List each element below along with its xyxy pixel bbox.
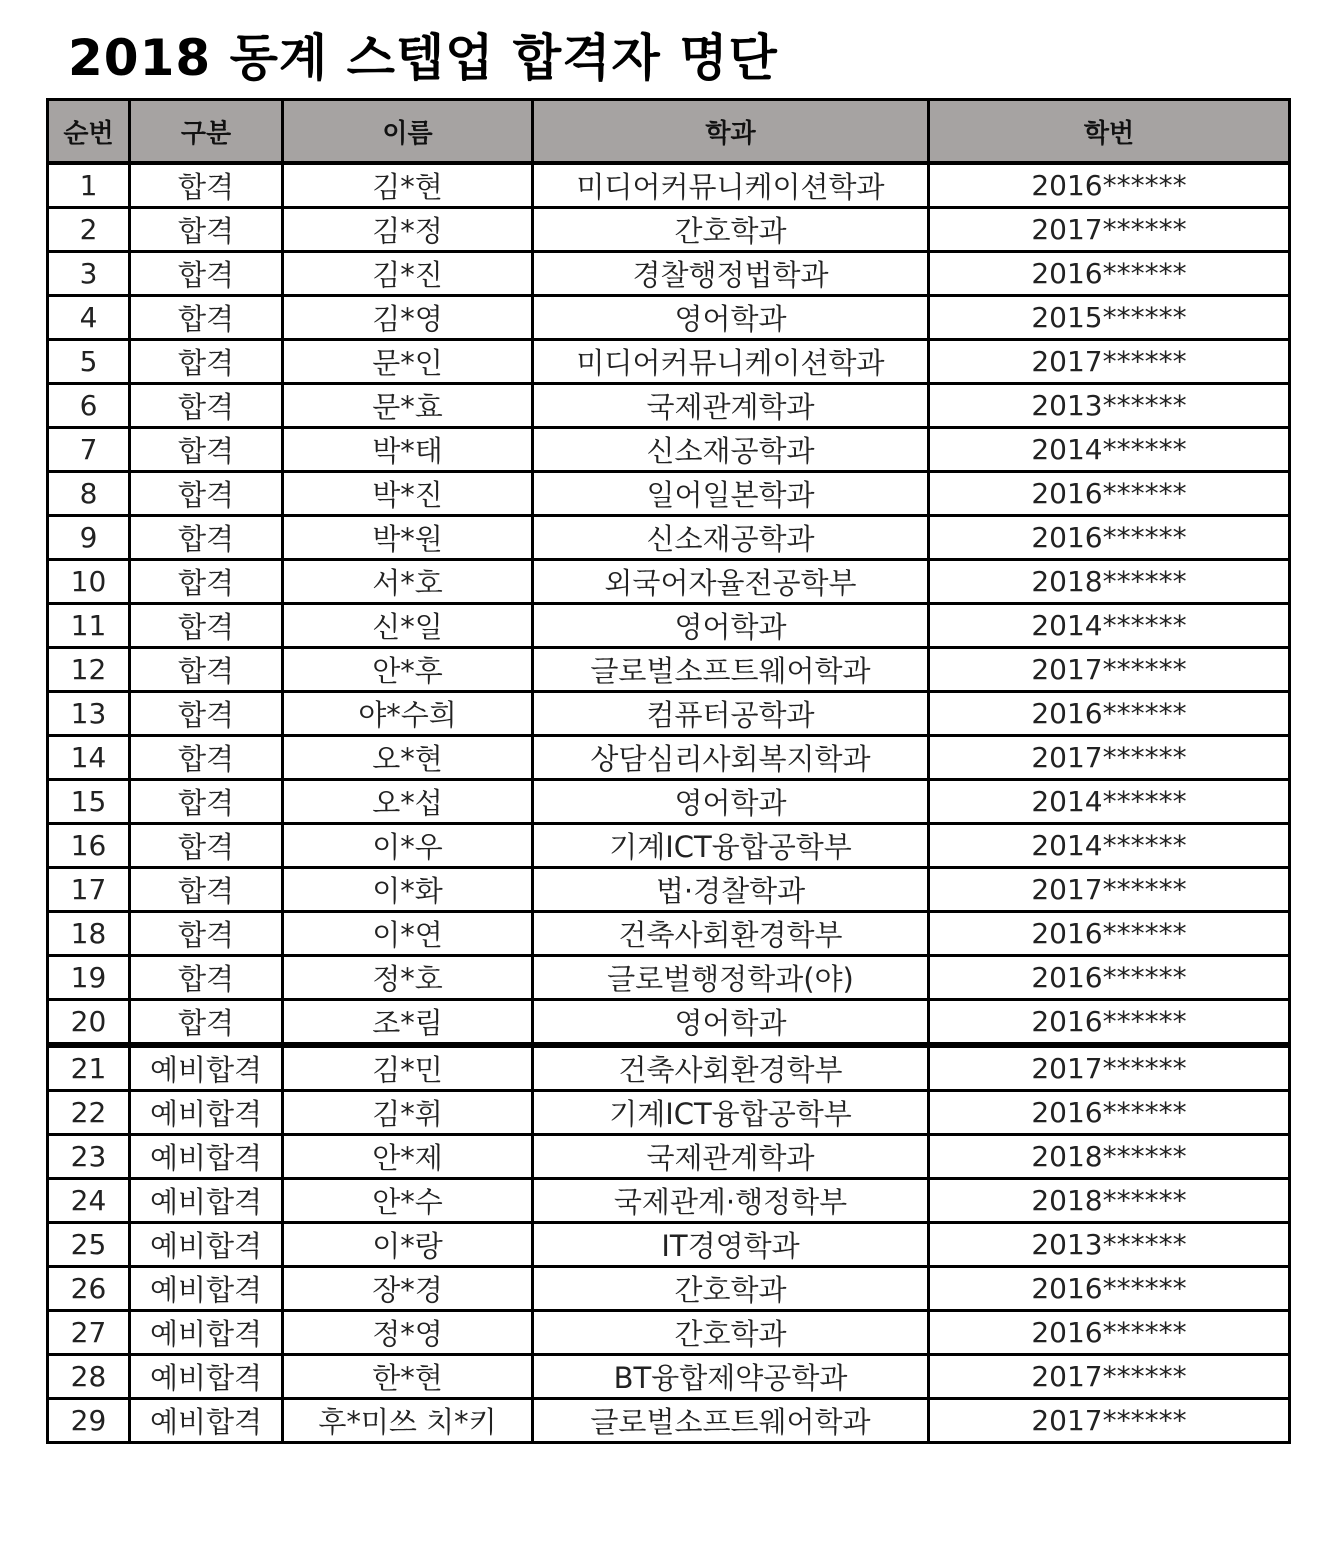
cell-number: 14: [48, 736, 130, 780]
cell-name: 후*미쓰 치*키: [283, 1399, 533, 1443]
cell-student-id: 2013******: [929, 384, 1290, 428]
table-row: [48, 1267, 1290, 1311]
table-row: [48, 296, 1290, 340]
cell-student-id: 2018******: [929, 1179, 1290, 1223]
cell-name: 안*제: [283, 1135, 533, 1179]
table-row: [48, 1091, 1290, 1135]
cell-name: 이*우: [283, 824, 533, 868]
table-row: [48, 1355, 1290, 1399]
cell-name: 박*원: [283, 516, 533, 560]
cell-department: 간호학과: [533, 1267, 929, 1311]
cell-student-id: 2017******: [929, 736, 1290, 780]
cell-department: 간호학과: [533, 1311, 929, 1355]
cell-student-id: 2016******: [929, 912, 1290, 956]
cell-number: 12: [48, 648, 130, 692]
cell-student-id: 2018******: [929, 1135, 1290, 1179]
cell-student-id: 2014******: [929, 780, 1290, 824]
cell-name: 조*림: [283, 1000, 533, 1046]
cell-student-id: 2018******: [929, 560, 1290, 604]
table-row: [48, 912, 1290, 956]
cell-student-id: 2016******: [929, 163, 1290, 208]
cell-department: BT융합제약공학과: [533, 1355, 929, 1399]
table-header: [48, 100, 1290, 164]
cell-name: 김*정: [283, 208, 533, 252]
cell-number: 25: [48, 1223, 130, 1267]
cell-department: 영어학과: [533, 296, 929, 340]
cell-name: 박*진: [283, 472, 533, 516]
cell-category: 합격: [130, 560, 283, 604]
cell-number: 10: [48, 560, 130, 604]
cell-department: 영어학과: [533, 1000, 929, 1046]
cell-name: 김*진: [283, 252, 533, 296]
cell-category: 합격: [130, 163, 283, 208]
table-row: [48, 692, 1290, 736]
cell-category: 예비합격: [130, 1223, 283, 1267]
table-row: [48, 1135, 1290, 1179]
cell-number: 20: [48, 1000, 130, 1046]
cell-department: IT경영학과: [533, 1223, 929, 1267]
table-row: [48, 516, 1290, 560]
cell-category: 합격: [130, 868, 283, 912]
cell-name: 이*랑: [283, 1223, 533, 1267]
cell-department: 경찰행정법학과: [533, 252, 929, 296]
cell-name: 신*일: [283, 604, 533, 648]
cell-number: 16: [48, 824, 130, 868]
cell-category: 합격: [130, 912, 283, 956]
cell-category: 합격: [130, 384, 283, 428]
cell-number: 26: [48, 1267, 130, 1311]
cell-number: 9: [48, 516, 130, 560]
cell-student-id: 2016******: [929, 1267, 1290, 1311]
cell-department: 기계ICT융합공학부: [533, 824, 929, 868]
cell-number: 29: [48, 1399, 130, 1443]
cell-category: 예비합격: [130, 1311, 283, 1355]
table-row: [48, 163, 1290, 208]
cell-number: 22: [48, 1091, 130, 1135]
cell-department: 상담심리사회복지학과: [533, 736, 929, 780]
cell-student-id: 2015******: [929, 296, 1290, 340]
cell-student-id: 2017******: [929, 1355, 1290, 1399]
table-row: [48, 736, 1290, 780]
cell-category: 합격: [130, 296, 283, 340]
column-header-name: 이름: [283, 100, 533, 164]
column-header-category: 구분: [130, 100, 283, 164]
cell-number: 5: [48, 340, 130, 384]
table-row: [48, 1399, 1290, 1443]
cell-student-id: 2013******: [929, 1223, 1290, 1267]
cell-department: 외국어자율전공학부: [533, 560, 929, 604]
cell-category: 예비합격: [130, 1267, 283, 1311]
cell-category: 예비합격: [130, 1045, 283, 1091]
cell-name: 문*효: [283, 384, 533, 428]
cell-department: 국제관계학과: [533, 1135, 929, 1179]
table-row: [48, 868, 1290, 912]
cell-department: 국제관계학과: [533, 384, 929, 428]
cell-category: 합격: [130, 648, 283, 692]
column-header-student-id: 학번: [929, 100, 1290, 164]
cell-category: 예비합격: [130, 1091, 283, 1135]
cell-category: 합격: [130, 252, 283, 296]
cell-number: 13: [48, 692, 130, 736]
cell-student-id: 2017******: [929, 208, 1290, 252]
cell-department: 건축사회환경학부: [533, 912, 929, 956]
cell-category: 합격: [130, 1000, 283, 1046]
cell-name: 김*민: [283, 1045, 533, 1091]
cell-category: 합격: [130, 780, 283, 824]
table-row: [48, 1179, 1290, 1223]
cell-student-id: 2017******: [929, 868, 1290, 912]
table-row: [48, 1223, 1290, 1267]
cell-student-id: 2014******: [929, 428, 1290, 472]
cell-category: 합격: [130, 428, 283, 472]
table-row: [48, 824, 1290, 868]
cell-department: 건축사회환경학부: [533, 1045, 929, 1091]
cell-department: 간호학과: [533, 208, 929, 252]
cell-student-id: 2014******: [929, 604, 1290, 648]
table-row: [48, 428, 1290, 472]
cell-student-id: 2016******: [929, 692, 1290, 736]
table-row: [48, 956, 1290, 1000]
table-row: [48, 648, 1290, 692]
cell-number: 3: [48, 252, 130, 296]
cell-number: 18: [48, 912, 130, 956]
cell-department: 글로벌행정학과(야): [533, 956, 929, 1000]
cell-department: 신소재공학과: [533, 516, 929, 560]
cell-category: 합격: [130, 604, 283, 648]
cell-student-id: 2016******: [929, 252, 1290, 296]
cell-department: 일어일본학과: [533, 472, 929, 516]
table-row: [48, 780, 1290, 824]
table-row: [48, 340, 1290, 384]
cell-category: 합격: [130, 692, 283, 736]
cell-category: 합격: [130, 208, 283, 252]
cell-department: 국제관계·행정학부: [533, 1179, 929, 1223]
cell-name: 김*휘: [283, 1091, 533, 1135]
cell-department: 기계ICT융합공학부: [533, 1091, 929, 1135]
table-row: [48, 472, 1290, 516]
cell-department: 신소재공학과: [533, 428, 929, 472]
cell-student-id: 2016******: [929, 1000, 1290, 1046]
cell-name: 한*현: [283, 1355, 533, 1399]
cell-category: 합격: [130, 472, 283, 516]
cell-number: 27: [48, 1311, 130, 1355]
cell-name: 오*섭: [283, 780, 533, 824]
cell-number: 7: [48, 428, 130, 472]
cell-student-id: 2016******: [929, 516, 1290, 560]
cell-number: 1: [48, 163, 130, 208]
cell-student-id: 2014******: [929, 824, 1290, 868]
cell-number: 2: [48, 208, 130, 252]
cell-department: 컴퓨터공학과: [533, 692, 929, 736]
cell-number: 15: [48, 780, 130, 824]
cell-name: 문*인: [283, 340, 533, 384]
table-row: [48, 1045, 1290, 1091]
page-title: 2018 동계 스텝업 합격자 명단: [68, 29, 778, 87]
column-header-department: 학과: [533, 100, 929, 164]
cell-name: 박*태: [283, 428, 533, 472]
cell-name: 오*현: [283, 736, 533, 780]
cell-number: 23: [48, 1135, 130, 1179]
cell-name: 이*화: [283, 868, 533, 912]
cell-number: 8: [48, 472, 130, 516]
cell-student-id: 2016******: [929, 1311, 1290, 1355]
cell-name: 이*연: [283, 912, 533, 956]
cell-number: 17: [48, 868, 130, 912]
cell-name: 서*호: [283, 560, 533, 604]
cell-student-id: 2017******: [929, 340, 1290, 384]
table-row: [48, 1000, 1290, 1046]
column-header-number: 순번: [48, 100, 130, 164]
cell-name: 김*영: [283, 296, 533, 340]
cell-student-id: 2016******: [929, 956, 1290, 1000]
cell-student-id: 2017******: [929, 1399, 1290, 1443]
table-row: [48, 252, 1290, 296]
cell-name: 김*현: [283, 163, 533, 208]
applicant-table: [46, 98, 1291, 1444]
cell-category: 합격: [130, 340, 283, 384]
cell-name: 안*후: [283, 648, 533, 692]
table-row: [48, 384, 1290, 428]
cell-name: 야*수희: [283, 692, 533, 736]
cell-student-id: 2017******: [929, 1045, 1290, 1091]
cell-department: 영어학과: [533, 604, 929, 648]
table-row: [48, 560, 1290, 604]
cell-number: 19: [48, 956, 130, 1000]
cell-number: 4: [48, 296, 130, 340]
cell-department: 글로벌소프트웨어학과: [533, 648, 929, 692]
cell-category: 합격: [130, 736, 283, 780]
cell-department: 영어학과: [533, 780, 929, 824]
cell-number: 21: [48, 1045, 130, 1091]
header-row: [48, 100, 1290, 164]
cell-number: 28: [48, 1355, 130, 1399]
table-row: [48, 1311, 1290, 1355]
cell-number: 24: [48, 1179, 130, 1223]
cell-student-id: 2016******: [929, 1091, 1290, 1135]
table-body: [48, 163, 1290, 1443]
cell-category: 예비합격: [130, 1179, 283, 1223]
cell-department: 법·경찰학과: [533, 868, 929, 912]
cell-name: 정*영: [283, 1311, 533, 1355]
cell-name: 장*경: [283, 1267, 533, 1311]
cell-name: 안*수: [283, 1179, 533, 1223]
cell-category: 합격: [130, 516, 283, 560]
cell-student-id: 2016******: [929, 472, 1290, 516]
cell-category: 합격: [130, 824, 283, 868]
cell-number: 6: [48, 384, 130, 428]
cell-category: 예비합격: [130, 1399, 283, 1443]
cell-number: 11: [48, 604, 130, 648]
cell-student-id: 2017******: [929, 648, 1290, 692]
cell-department: 미디어커뮤니케이션학과: [533, 163, 929, 208]
table-row: [48, 604, 1290, 648]
cell-category: 예비합격: [130, 1355, 283, 1399]
cell-name: 정*호: [283, 956, 533, 1000]
table-row: [48, 208, 1290, 252]
cell-category: 합격: [130, 956, 283, 1000]
cell-department: 미디어커뮤니케이션학과: [533, 340, 929, 384]
cell-department: 글로벌소프트웨어학과: [533, 1399, 929, 1443]
cell-category: 예비합격: [130, 1135, 283, 1179]
